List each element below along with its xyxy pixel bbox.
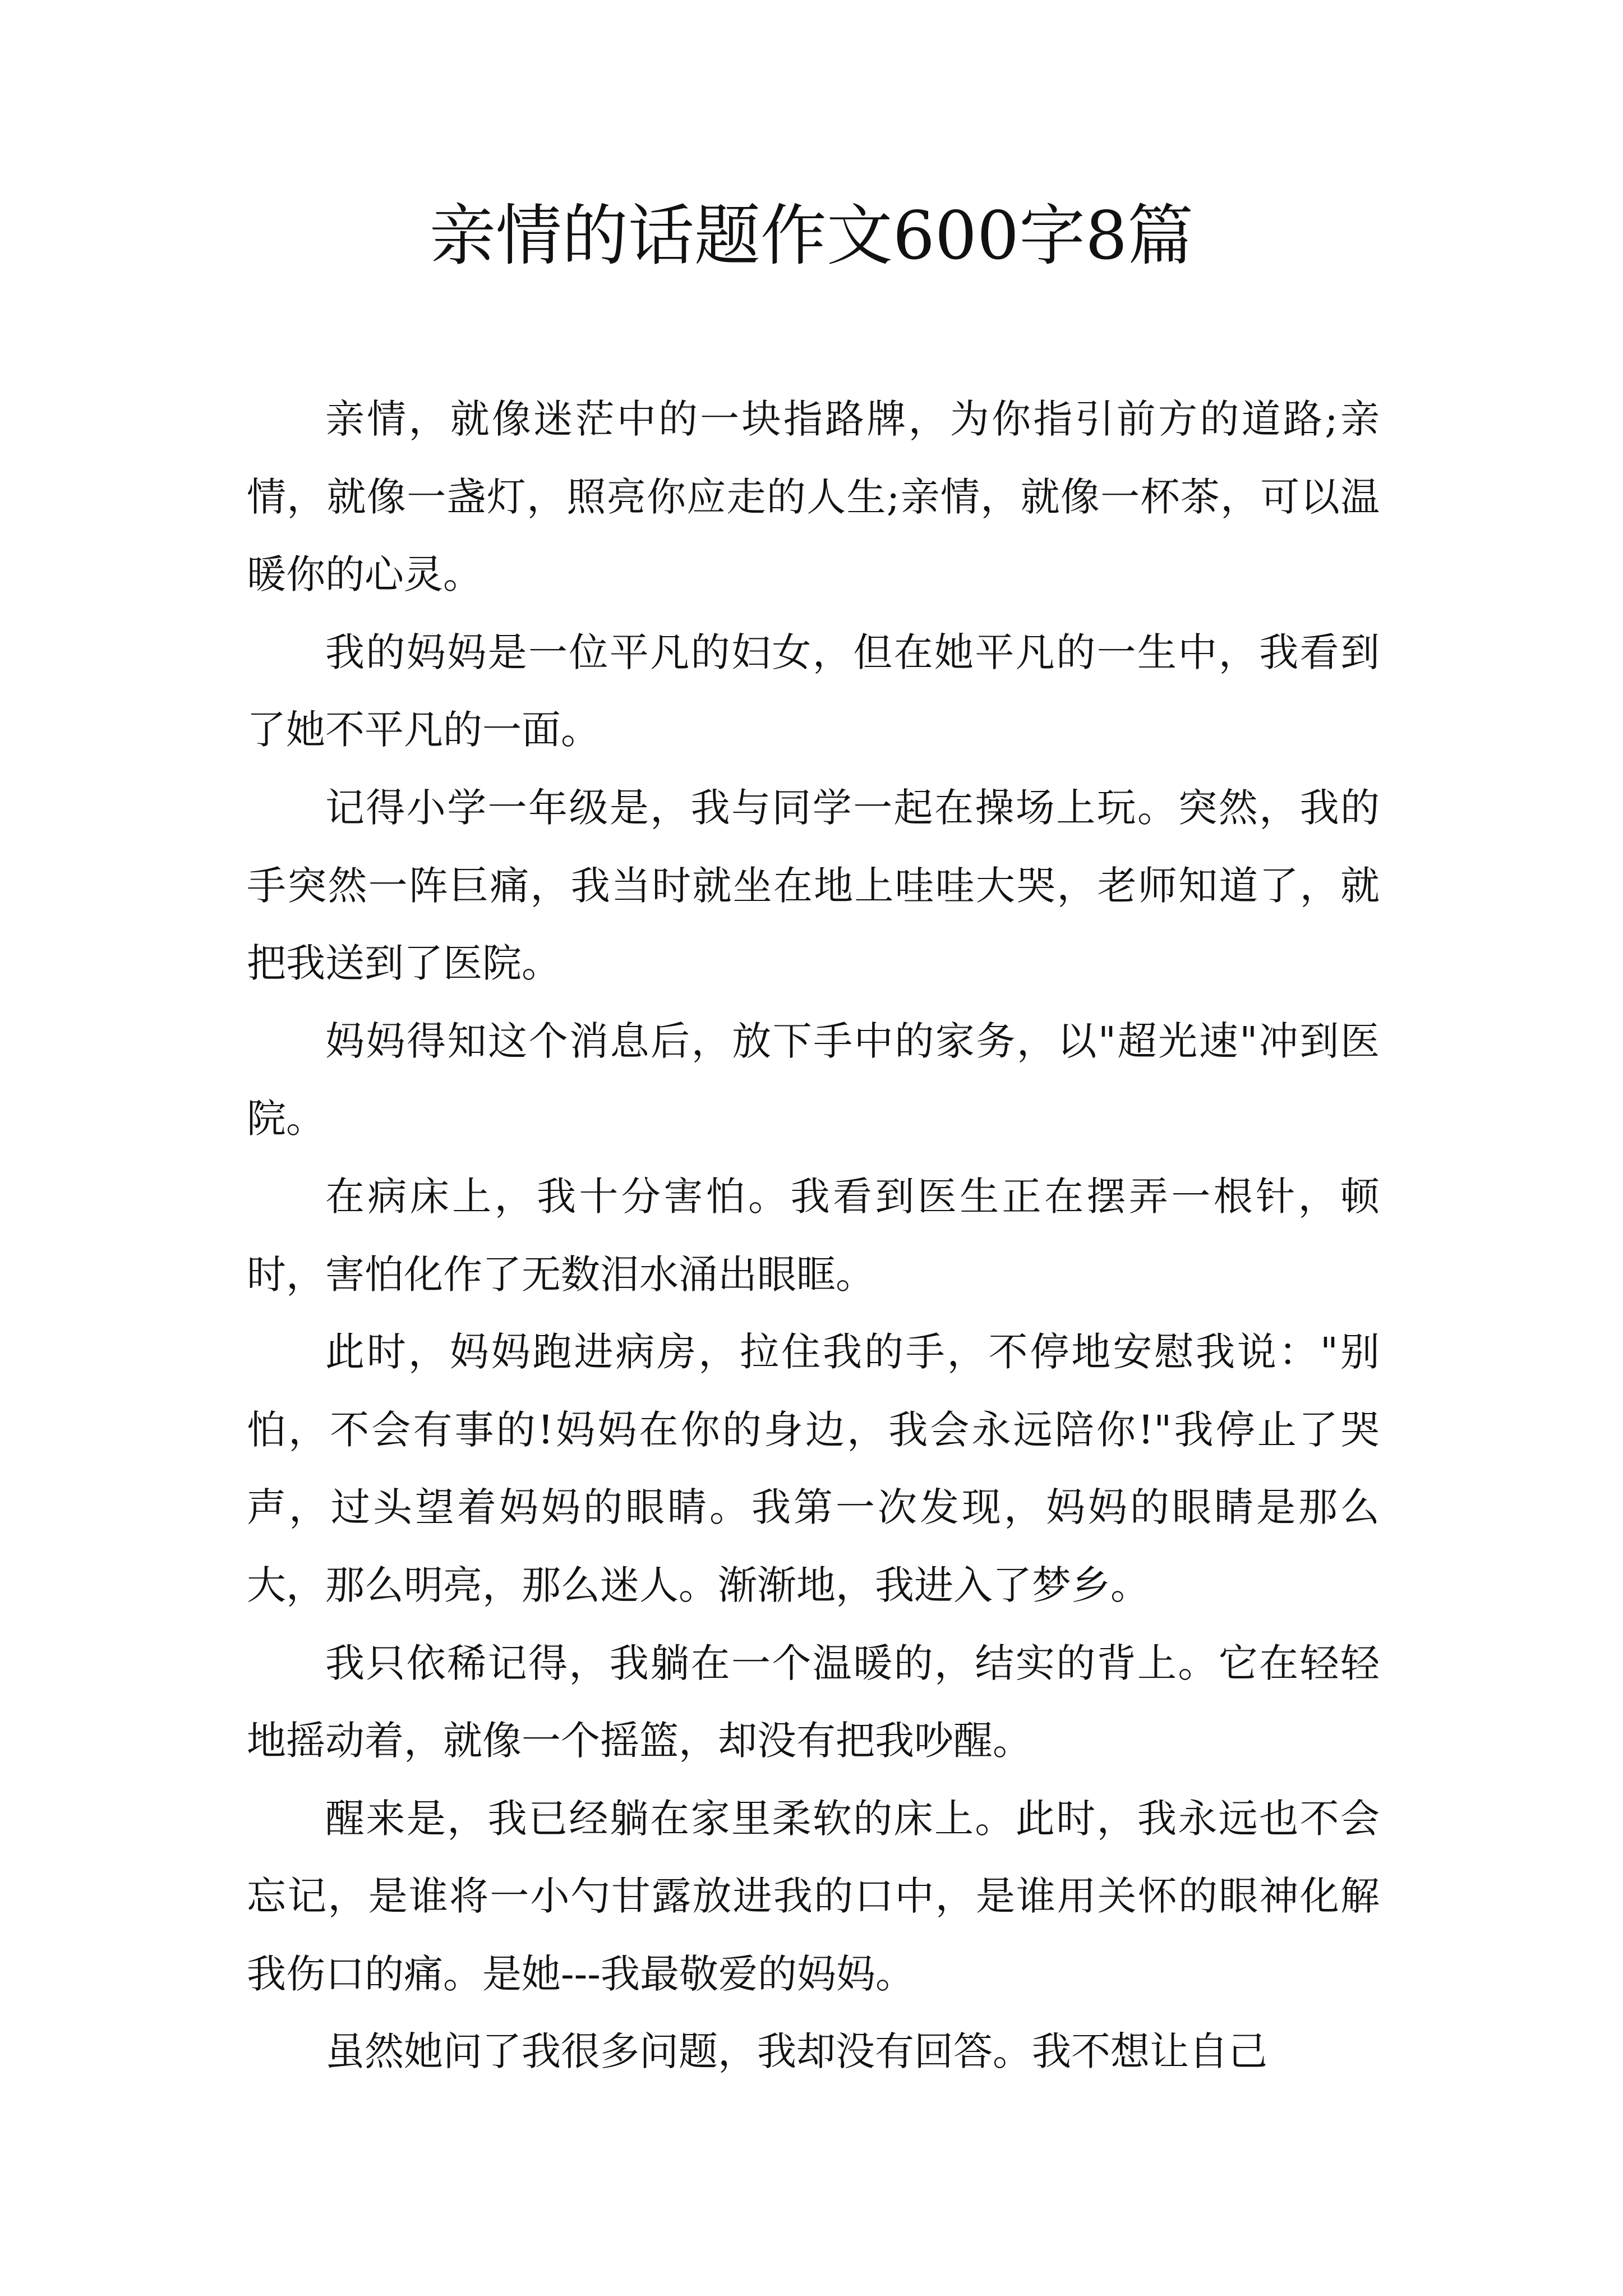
paragraph: 妈妈得知这个消息后，放下手中的家务，以"超光速"冲到医院。 <box>247 1018 1380 1142</box>
paragraph: 我的妈妈是一位平凡的妇女，但在她平凡的一生中，我看到了她不平凡的一面。 <box>247 629 1380 753</box>
document-body <box>247 380 1380 2091</box>
paragraph: 在病床上，我十分害怕。我看到医生正在摆弄一根针，顿时，害怕化作了无数泪水涌出眼眶。 <box>247 1173 1380 1297</box>
document-title: 亲情的话题作文600字8篇 <box>429 197 1194 274</box>
paragraph: 亲情，就像迷茫中的一块指路牌，为你指引前方的道路;亲情，就像一盏灯，照亮你应走的人生;亲情，就像一杯茶，可以温暖你的心灵。 <box>247 396 1380 598</box>
paragraph: 虽然她问了我很多问题，我却没有回答。我不想让自己 <box>325 2028 1267 2075</box>
paragraph: 此时，妈妈跑进病房，拉住我的手，不停地安慰我说："别怕，不会有事的!妈妈在你的身边，我会永远陪你!"我停止了哭声，过头望着妈妈的眼睛。我第一次发现，妈妈的眼睛是那么大，那么明亮，那么迷人。渐渐地，我进入了梦乡。 <box>247 1329 1380 1608</box>
paragraph: 记得小学一年级是，我与同学一起在操场上玩。突然，我的手突然一阵巨痛，我当时就坐在地上哇哇大哭，老师知道了，就把我送到了医院。 <box>247 784 1380 987</box>
paragraph: 醒来是，我已经躺在家里柔软的床上。此时，我永远也不会忘记，是谁将一小勺甘露放进我的口中，是谁用关怀的眼神化解我伤口的痛。是她---我最敬爱的妈妈。 <box>247 1795 1380 1997</box>
paragraph: 我只依稀记得，我躺在一个温暖的，结实的背上。它在轻轻地摇动着，就像一个摇篮，却没有把我吵醒。 <box>247 1640 1380 1764</box>
